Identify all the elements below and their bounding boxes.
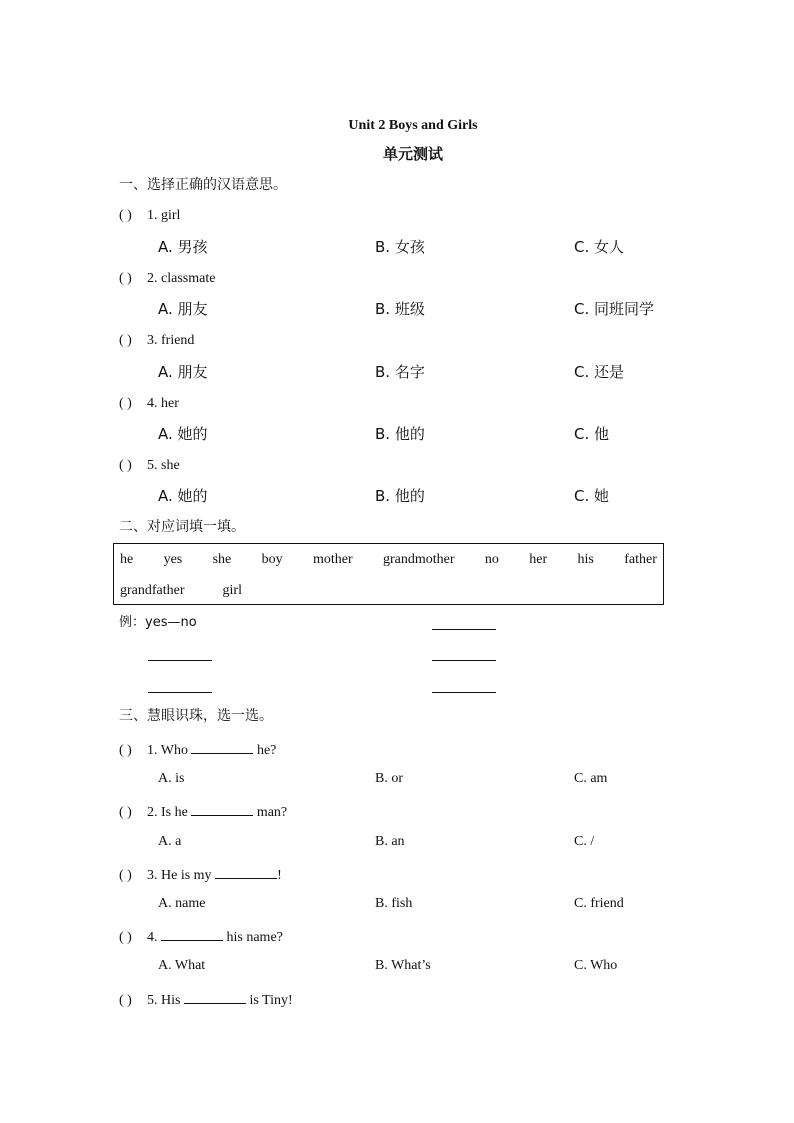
s3-q3-option-b: B. fish <box>375 896 413 911</box>
s3-q1-option-a: A. is <box>158 771 185 786</box>
s1-q5 <box>119 457 180 475</box>
s3-q3-option-a: A. name <box>158 896 206 911</box>
s3-q4-option-c: C. Who <box>574 958 618 973</box>
page-subtitle: 单元测试 <box>382 145 443 163</box>
word-bank-word: her <box>529 552 548 567</box>
s3-q5 <box>119 989 293 1010</box>
fill-blank[interactable] <box>215 864 277 879</box>
section-1-heading: 一、选择正确的汉语意思。 <box>119 177 287 193</box>
s1-q5-option-c: C. 她 <box>574 487 610 505</box>
s3-q4 <box>119 926 283 947</box>
answer-blank[interactable] <box>148 692 212 693</box>
question-stem-post: his name? <box>223 930 283 945</box>
section-3-heading: 三、慧眼识珠，选一选。 <box>119 708 273 724</box>
question-stem-post: man? <box>253 805 288 820</box>
s3-q3 <box>119 864 282 885</box>
question-stem: 2. classmate <box>147 271 216 286</box>
word-bank-word: boy <box>261 552 283 567</box>
page-title: Unit 2 Boys and Girls <box>348 118 478 133</box>
word-bank-word: grandfather <box>120 583 185 598</box>
fill-blank[interactable] <box>191 801 253 816</box>
s1-q4-option-c: C. 他 <box>574 425 610 443</box>
answer-paren[interactable]: ( ) <box>119 868 132 883</box>
answer-paren[interactable]: ( ) <box>119 993 132 1008</box>
s1-q4-option-b: B. 他的 <box>375 425 425 443</box>
answer-paren[interactable]: ( ) <box>119 208 132 223</box>
word-bank-word: mother <box>313 552 353 567</box>
fill-blank[interactable] <box>184 989 246 1004</box>
word-bank-word: he <box>120 552 134 567</box>
fill-blank[interactable] <box>191 739 253 754</box>
s1-q2-option-b: B. 班级 <box>375 300 425 318</box>
question-stem-pre: 3. He is my <box>147 868 216 883</box>
s3-q2-option-a: A. a <box>158 834 182 849</box>
s3-q4-option-a: A. What <box>158 958 206 973</box>
question-stem-post: he? <box>253 743 277 758</box>
answer-paren[interactable]: ( ) <box>119 396 132 411</box>
question-stem-pre: 2. Is he <box>147 805 192 820</box>
answer-paren[interactable]: ( ) <box>119 458 132 473</box>
answer-paren[interactable]: ( ) <box>119 271 132 286</box>
question-stem: 4. her <box>147 396 179 411</box>
question-stem-pre: 1. Who <box>147 743 192 758</box>
s1-q2-option-c: C. 同班同学 <box>574 300 655 318</box>
s1-q4-option-a: A. 她的 <box>158 425 208 443</box>
example-pair: 例：yes—no <box>119 615 197 630</box>
s1-q3-option-a: A. 朋友 <box>158 363 208 381</box>
answer-paren[interactable]: ( ) <box>119 743 132 758</box>
s3-q2-option-c: C. / <box>574 834 595 849</box>
s1-q1-option-c: C. 女人 <box>574 238 625 256</box>
s3-q4-option-b: B. What’s <box>375 958 431 973</box>
word-bank-word: no <box>484 552 499 567</box>
answer-paren[interactable]: ( ) <box>119 930 132 945</box>
s3-q2-option-b: B. an <box>375 834 405 849</box>
s3-q3-option-c: C. friend <box>574 896 624 911</box>
s1-q2 <box>119 270 215 288</box>
question-stem: 3. friend <box>147 333 195 348</box>
s3-q1 <box>119 739 276 760</box>
fill-blank[interactable] <box>161 926 223 941</box>
word-bank-word: grandmother <box>383 552 455 567</box>
s1-q1-option-a: A. 男孩 <box>158 238 208 256</box>
s1-q4 <box>119 395 179 413</box>
answer-blank[interactable] <box>432 692 496 693</box>
s1-q1 <box>119 207 180 225</box>
s1-q1-option-b: B. 女孩 <box>375 238 425 256</box>
s1-q5-option-b: B. 他的 <box>375 487 425 505</box>
answer-blank[interactable] <box>432 660 496 661</box>
s3-q2 <box>119 801 287 822</box>
s3-q1-option-b: B. or <box>375 771 403 786</box>
question-stem-pre: 5. His <box>147 993 184 1008</box>
word-bank-row-1 <box>120 552 657 568</box>
s3-q1-option-c: C. am <box>574 771 608 786</box>
s1-q3-option-c: C. 还是 <box>574 363 625 381</box>
word-bank-word: she <box>212 552 232 567</box>
word-bank-word: yes <box>163 552 183 567</box>
question-stem-post: ! <box>277 868 282 883</box>
question-stem: 1. girl <box>147 208 181 223</box>
word-bank-word: father <box>624 552 657 567</box>
word-bank-word: his <box>577 552 594 567</box>
s1-q3 <box>119 332 194 350</box>
s1-q2-option-a: A. 朋友 <box>158 300 208 318</box>
word-bank-box <box>113 543 664 605</box>
answer-blank[interactable] <box>148 660 212 661</box>
answer-paren[interactable]: ( ) <box>119 805 132 820</box>
s1-q5-option-a: A. 她的 <box>158 487 208 505</box>
question-stem-post: is Tiny! <box>245 993 293 1008</box>
question-stem: 5. she <box>147 458 180 473</box>
answer-blank[interactable] <box>432 629 496 630</box>
word-bank-word: girl <box>222 583 242 598</box>
s1-q3-option-b: B. 名字 <box>375 363 425 381</box>
section-2-heading: 二、对应词填一填。 <box>119 519 245 535</box>
question-stem-pre: 4. <box>147 930 161 945</box>
word-bank-row-2 <box>120 583 657 599</box>
answer-paren[interactable]: ( ) <box>119 333 132 348</box>
